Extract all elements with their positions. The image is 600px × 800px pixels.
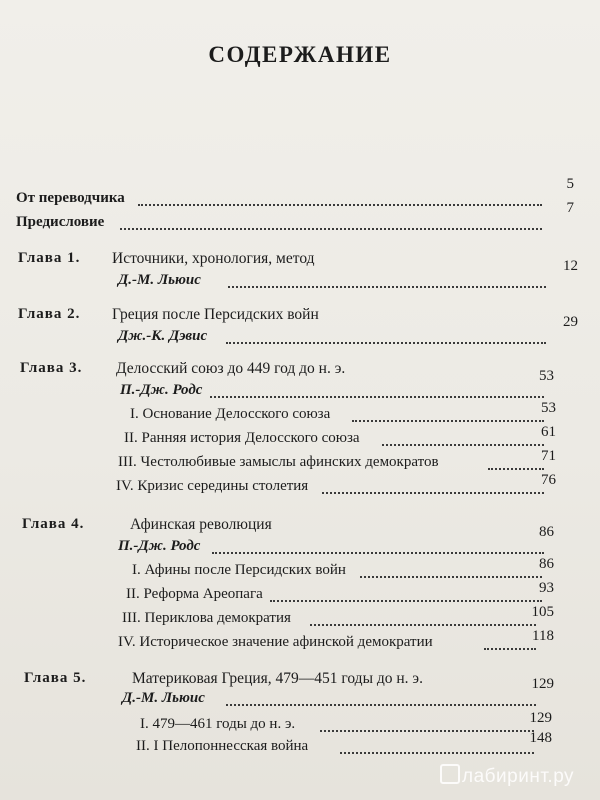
chapter-author: П.-Дж. Родс bbox=[118, 538, 201, 554]
section-title: I. 479—461 годы до н. э. bbox=[140, 716, 296, 732]
chapter-author: Дж.-К. Дэвис bbox=[118, 328, 208, 344]
section-title: IV. Историческое значение афинской демократии bbox=[118, 634, 433, 650]
page-number: 86 bbox=[539, 524, 554, 540]
dot-leader bbox=[352, 420, 544, 422]
toc-chapter-1 bbox=[0, 250, 600, 294]
page-number: 5 bbox=[566, 176, 574, 192]
page-number: 105 bbox=[531, 604, 554, 620]
page-number: 7 bbox=[566, 200, 574, 216]
page-number: 61 bbox=[541, 424, 556, 440]
dot-leader bbox=[226, 342, 546, 344]
toc-section bbox=[0, 628, 600, 656]
page-number: 129 bbox=[531, 676, 554, 692]
dot-leader bbox=[340, 752, 534, 754]
page-number: 118 bbox=[532, 628, 554, 644]
chapter-author: Д.-М. Льюис bbox=[118, 272, 201, 288]
dot-leader bbox=[120, 228, 542, 230]
toc-section bbox=[0, 448, 600, 476]
toc-section bbox=[0, 424, 600, 452]
dot-leader bbox=[320, 730, 534, 732]
page-number: 148 bbox=[529, 730, 552, 746]
entry-label: От переводчика bbox=[16, 190, 125, 206]
dot-leader bbox=[382, 444, 544, 446]
page-number: 29 bbox=[563, 314, 578, 330]
dot-leader bbox=[360, 576, 542, 578]
toc-chapter-5 bbox=[0, 670, 600, 714]
labirint-logo-icon bbox=[440, 764, 460, 784]
dot-leader bbox=[310, 624, 536, 626]
dot-leader bbox=[270, 600, 542, 602]
dot-leader bbox=[138, 204, 542, 206]
entry-label: Предисловие bbox=[16, 214, 105, 230]
page-title: СОДЕРЖАНИЕ bbox=[208, 42, 392, 67]
section-title: III. Периклова демократия bbox=[122, 610, 291, 626]
page-number: 71 bbox=[541, 448, 556, 464]
watermark-logo bbox=[440, 764, 574, 788]
chapter-title: Источники, хронология, метод bbox=[112, 250, 315, 267]
chapter-title: Греция после Персидских войн bbox=[112, 306, 319, 323]
dot-leader bbox=[212, 552, 544, 554]
toc-section bbox=[0, 710, 600, 738]
section-title: II. I Пелопоннесская война bbox=[136, 738, 309, 754]
dot-leader bbox=[210, 396, 544, 398]
toc-section bbox=[0, 400, 600, 428]
chapter-author: Д.-М. Льюис bbox=[122, 690, 205, 706]
chapter-label: Глава 3. bbox=[20, 360, 83, 376]
chapter-label: Глава 5. bbox=[24, 670, 87, 686]
chapter-label: Глава 4. bbox=[22, 516, 85, 532]
toc-section bbox=[0, 472, 600, 500]
dot-leader bbox=[226, 704, 536, 706]
section-title: II. Ранняя история Делосского союза bbox=[124, 430, 360, 446]
toc-section bbox=[0, 556, 600, 584]
watermark-text: лабиринт.ру bbox=[462, 766, 575, 787]
page-number: 12 bbox=[563, 258, 578, 274]
toc-chapter-3 bbox=[0, 360, 600, 404]
section-title: I. Основание Делосского союза bbox=[130, 406, 331, 422]
toc-section bbox=[0, 580, 600, 608]
chapter-title: Афинская революция bbox=[130, 516, 272, 533]
section-title: IV. Кризис середины столетия bbox=[116, 478, 309, 494]
section-title: I. Афины после Персидских войн bbox=[132, 562, 346, 578]
page-number: 129 bbox=[529, 710, 552, 726]
toc-chapter-2 bbox=[0, 306, 600, 350]
chapter-title: Делосский союз до 449 год до н. э. bbox=[116, 360, 346, 377]
toc-section bbox=[0, 730, 600, 760]
chapter-label: Глава 1. bbox=[18, 250, 81, 266]
page-number: 86 bbox=[539, 556, 554, 572]
toc-chapter-4 bbox=[0, 516, 600, 560]
page-number: 53 bbox=[541, 400, 556, 416]
dot-leader bbox=[322, 492, 544, 494]
dot-leader bbox=[488, 468, 544, 470]
dot-leader bbox=[228, 286, 546, 288]
section-title: II. Реформа Ареопага bbox=[126, 586, 263, 602]
toc-entry-translator bbox=[0, 176, 600, 212]
chapter-label: Глава 2. bbox=[18, 306, 81, 322]
page-number: 76 bbox=[541, 472, 556, 488]
toc-entry-preface bbox=[0, 200, 600, 236]
toc-section bbox=[0, 604, 600, 632]
page-number: 93 bbox=[539, 580, 554, 596]
dot-leader bbox=[484, 648, 536, 650]
section-title: III. Честолюбивые замыслы афинских демократов bbox=[118, 454, 439, 470]
page-number: 53 bbox=[539, 368, 554, 384]
chapter-author: П.-Дж. Родс bbox=[120, 382, 203, 398]
chapter-title: Материковая Греция, 479—451 годы до н. э. bbox=[132, 670, 423, 687]
